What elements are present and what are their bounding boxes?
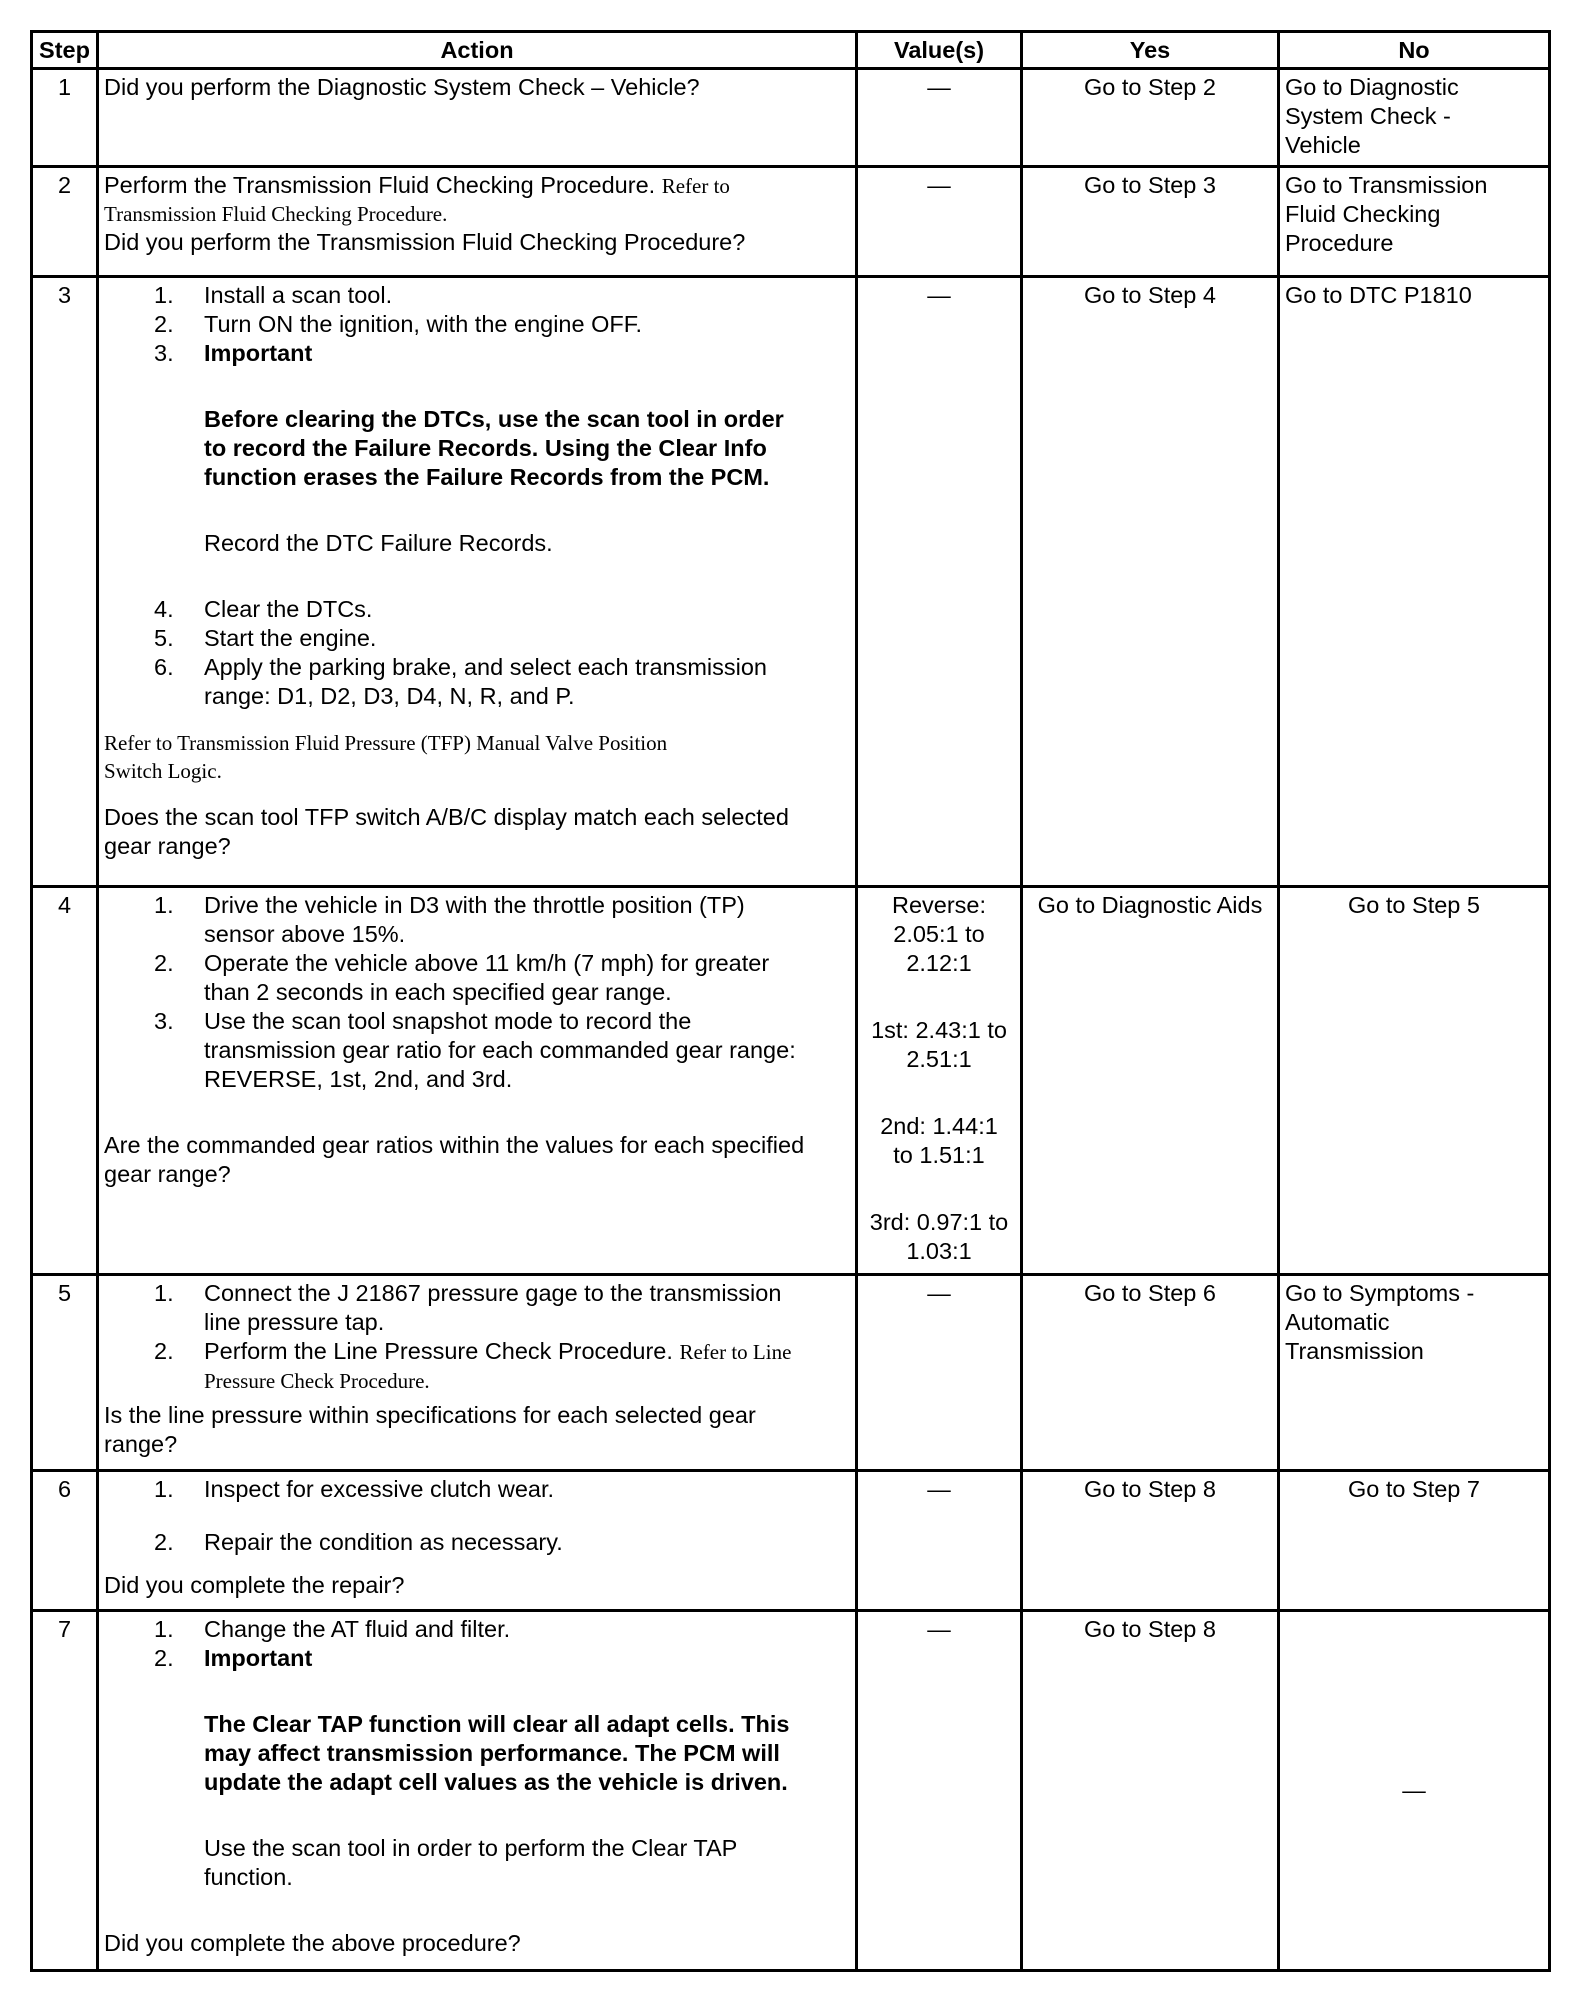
header-values: Value(s) (857, 32, 1022, 69)
header-step: Step (32, 32, 98, 69)
no-line: Fluid Checking (1285, 201, 1441, 227)
yes-cell: Go to Step 3 (1022, 167, 1279, 277)
action-cell (98, 1471, 857, 1611)
list-item: 3. Important (154, 340, 313, 366)
no-line: Procedure (1285, 230, 1394, 256)
list-item: 1. Install a scan tool. (154, 282, 393, 308)
value-cell: — (857, 1611, 1022, 1971)
list-item: 1. Inspect for excessive clutch wear. (154, 1476, 555, 1502)
yes-cell: Go to Step 2 (1022, 69, 1279, 167)
step-number: 6 (32, 1471, 98, 1611)
reference-text: Refer to Transmission Fluid Pressure (TFP) Manual Valve Position Switch Logic. (104, 731, 668, 783)
yes-cell: Go to Step 6 (1022, 1275, 1279, 1471)
header-action: Action (98, 32, 857, 69)
value-cell: — (857, 1275, 1022, 1471)
value-line: 2.51:1 (906, 1046, 972, 1072)
step-row-4 (32, 887, 1550, 1275)
no-line: Transmission (1285, 1338, 1424, 1364)
value-cell: — (857, 167, 1022, 277)
list-item: 1. Change the AT fluid and filter. (154, 1616, 511, 1642)
list-item: 1. Connect the J 21867 pressure gage to the transmission line pressure tap. (154, 1280, 782, 1335)
no-line: Vehicle (1285, 132, 1361, 158)
no-cell: Go to DTC P1810 (1279, 277, 1550, 887)
list-item: 4. Clear the DTCs. (154, 596, 373, 622)
list-item: 5. Start the engine. (154, 625, 377, 651)
reference-text: Refer to (661, 174, 730, 198)
yes-cell: Go to Diagnostic Aids (1022, 887, 1279, 1275)
value-line: 2nd: 1.44:1 (880, 1113, 998, 1139)
action-cell (98, 69, 857, 167)
list-item: 2. Turn ON the ignition, with the engine OFF. (154, 311, 643, 337)
question-text: Did you complete the above procedure? (104, 1930, 521, 1956)
step-row-5 (32, 1275, 1550, 1471)
step-row-2 (32, 167, 1550, 277)
step-number: 2 (32, 167, 98, 277)
reference-text: Transmission Fluid Checking Procedure. (104, 202, 448, 226)
yes-cell: Go to Step 8 (1022, 1611, 1279, 1971)
no-line: Go to Symptoms - (1285, 1280, 1475, 1306)
value-cell (857, 887, 1022, 1275)
action-text: Perform the Transmission Fluid Checking Procedure. (104, 172, 656, 198)
step-row-7 (32, 1611, 1550, 1971)
important-note: Before clearing the DTCs, use the scan tool in order to record the Failure Records. Using the Clear Info function erases the Failure Records from the PCM. (204, 406, 784, 490)
yes-cell: Go to Step 8 (1022, 1471, 1279, 1611)
list-item: 3. Use the scan tool snapshot mode to record the transmission gear ratio for each commanded gear range: REVERSE, 1st, 2nd, and 3rd. (154, 1008, 796, 1092)
step-number: 5 (32, 1275, 98, 1471)
question-text: Did you perform the Transmission Fluid Checking Procedure? (104, 229, 746, 255)
instruction-list (104, 1615, 850, 1673)
value-line: 1.03:1 (906, 1238, 972, 1264)
question-text: Did you perform the Diagnostic System Check – Vehicle? (104, 74, 700, 100)
value-line: 3rd: 0.97:1 to (869, 1209, 1009, 1235)
no-cell: — (1279, 1611, 1550, 1971)
no-cell (1279, 69, 1550, 167)
no-cell: Go to Step 7 (1279, 1471, 1550, 1611)
no-cell (1279, 167, 1550, 277)
step-number: 3 (32, 277, 98, 887)
step-number: 7 (32, 1611, 98, 1971)
no-line: System Check - (1285, 103, 1451, 129)
no-line: Go to Diagnostic (1285, 74, 1459, 100)
no-cell: Go to Step 5 (1279, 887, 1550, 1275)
list-item: 2. Operate the vehicle above 11 km/h (7 mph) for greater than 2 seconds in each specified gear range. (154, 950, 770, 1005)
question-text: Are the commanded gear ratios within the values for each specified gear range? (104, 1132, 805, 1187)
list-item: 2. Important (154, 1645, 313, 1671)
value-line: Reverse: (891, 892, 987, 918)
step-number: 4 (32, 887, 98, 1275)
question-text: Did you complete the repair? (104, 1572, 405, 1598)
action-cell (98, 1611, 857, 1971)
instruction-list (104, 891, 850, 1094)
no-line: Go to Transmission (1285, 172, 1488, 198)
value-line: 2.05:1 to (893, 921, 985, 947)
step-row-3 (32, 277, 1550, 887)
value-line: to 1.51:1 (893, 1142, 985, 1168)
value-cell: — (857, 277, 1022, 887)
list-item: 2. Repair the condition as necessary. (154, 1529, 563, 1555)
no-line: Automatic (1285, 1309, 1390, 1335)
no-cell (1279, 1275, 1550, 1471)
instruction-list (104, 281, 850, 368)
action-cell (98, 1275, 857, 1471)
question-text: Does the scan tool TFP switch A/B/C display match each selected gear range? (104, 804, 789, 859)
action-cell (98, 887, 857, 1275)
value-cell: — (857, 69, 1022, 167)
action-cell (98, 277, 857, 887)
step-number: 1 (32, 69, 98, 167)
value-line: 1st: 2.43:1 to (871, 1017, 1007, 1043)
yes-cell: Go to Step 4 (1022, 277, 1279, 887)
record-instruction: Record the DTC Failure Records. (204, 530, 553, 556)
diagnostic-table (30, 30, 1551, 1972)
step-row-1 (32, 69, 1550, 167)
instruction-list (104, 595, 850, 711)
value-cell: — (857, 1471, 1022, 1611)
header-row (32, 32, 1550, 69)
list-item: 6. Apply the parking brake, and select each transmission range: D1, D2, D3, D4, N, R, and P. (154, 654, 768, 709)
question-text: Is the line pressure within specifications for each selected gear range? (104, 1402, 756, 1457)
header-no: No (1279, 32, 1550, 69)
list-item: 1. Drive the vehicle in D3 with the throttle position (TP) sensor above 15%. (154, 892, 745, 947)
list-item: 2. Perform the Line Pressure Check Procedure. Refer to Line Pressure Check Procedure. (154, 1338, 792, 1393)
instruction-text: Use the scan tool in order to perform the Clear TAP function. (204, 1835, 738, 1890)
instruction-list (104, 1475, 850, 1557)
value-line: 2.12:1 (906, 950, 972, 976)
header-yes: Yes (1022, 32, 1279, 69)
action-cell (98, 167, 857, 277)
instruction-list (104, 1279, 850, 1395)
step-row-6 (32, 1471, 1550, 1611)
important-note: The Clear TAP function will clear all adapt cells. This may affect transmission performance. The PCM will update the adapt cell values as the vehicle is driven. (204, 1711, 790, 1795)
